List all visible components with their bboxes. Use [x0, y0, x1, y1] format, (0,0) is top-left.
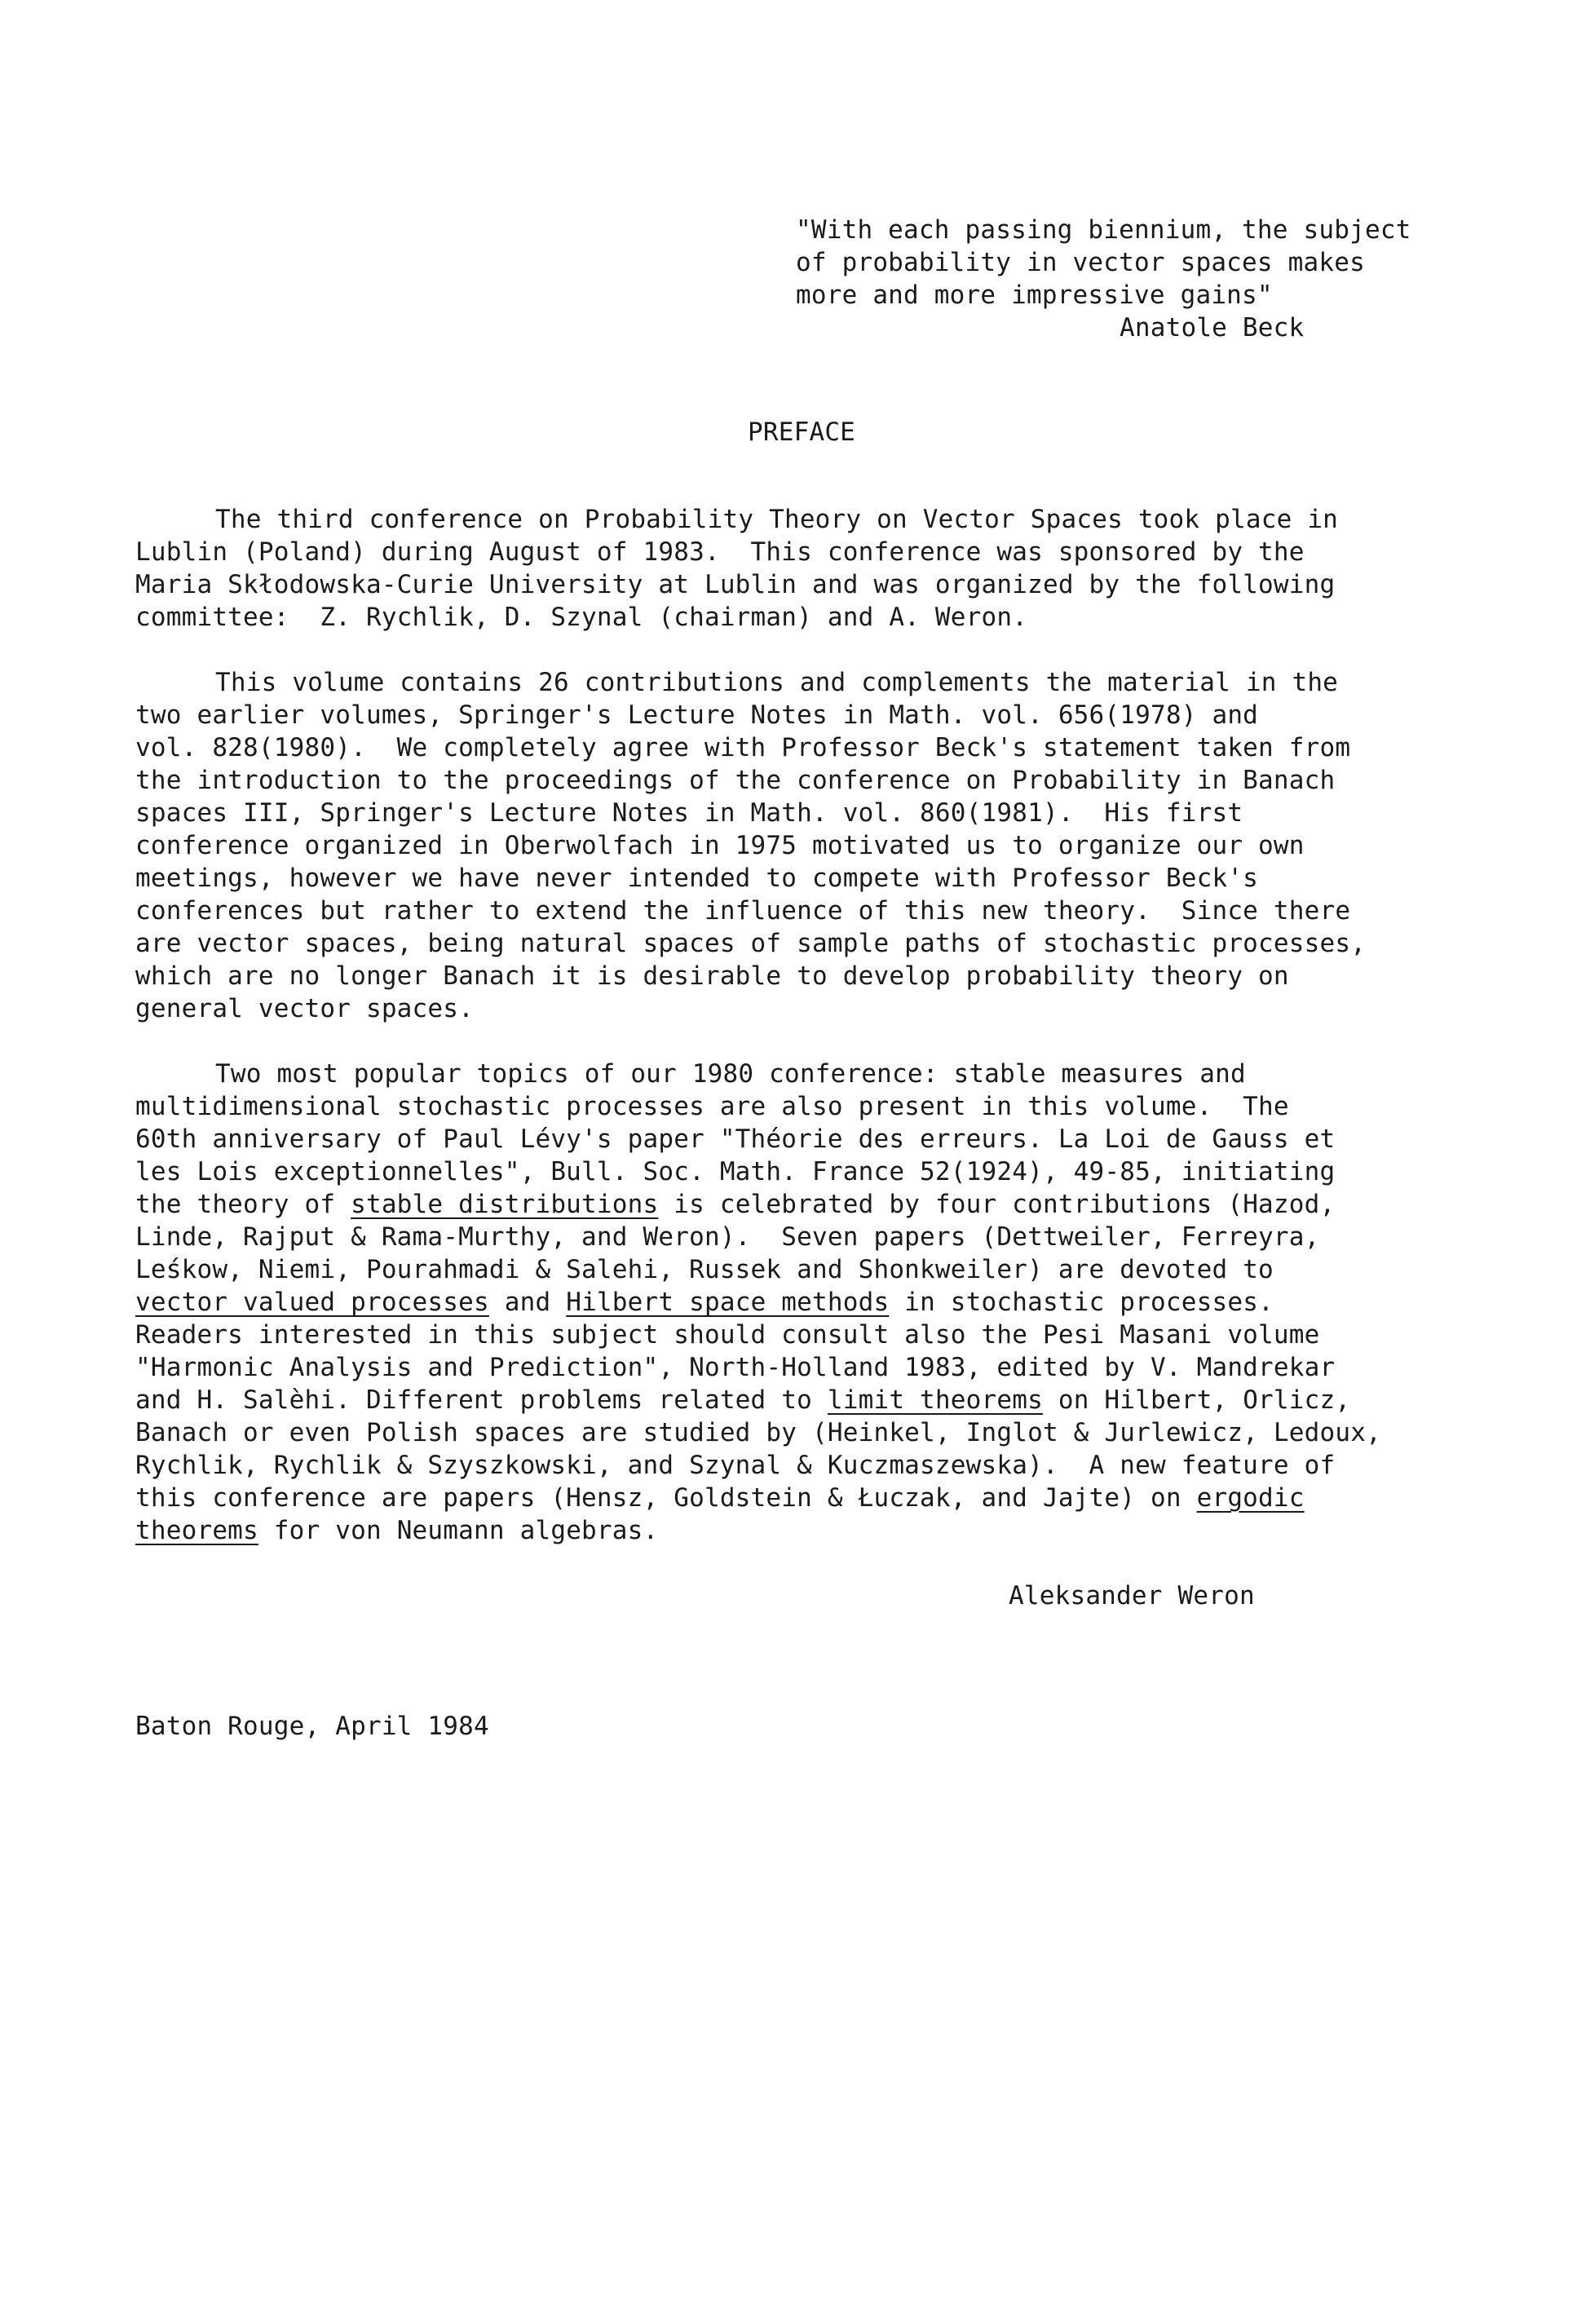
paragraph-line — [135, 1286, 1274, 1319]
paragraph-line: conferences but rather to extend the influence of this new theory. Since there — [135, 896, 1351, 926]
paragraph-line: Maria Skłodowska-Curie University at Lublin and was organized by the following — [135, 570, 1336, 599]
underlined-term: theorems — [135, 1516, 258, 1545]
paragraph-line: "Harmonic Analysis and Prediction", North-Holland 1983, edited by V. Mandrekar — [135, 1353, 1336, 1382]
paragraph-line: Readers interested in this subject should consult also the Pesi Masani volume — [135, 1320, 1320, 1350]
epigraph-line: more and more impressive gains" — [796, 281, 1273, 310]
paragraph-line: 60th anniversary of Paul Lévy's paper "Théorie des erreurs. La Loi de Gauss et — [135, 1124, 1336, 1154]
paragraph-line: The third conference on Probability Theory on Vector Spaces took place in — [215, 505, 1339, 534]
paragraph-line: Two most popular topics of our 1980 conference: stable measures and — [215, 1059, 1246, 1089]
underlined-term: ergodic — [1196, 1483, 1305, 1513]
paragraph-line: are vector spaces, being natural spaces of sample paths of stochastic processes, — [135, 929, 1367, 958]
paragraph-line — [135, 1188, 1335, 1221]
text-run: this conference are papers (Hensz, Goldstein & Łuczak, and Jajte) on — [135, 1483, 1197, 1513]
epigraph-line: "With each passing biennium, the subject — [796, 215, 1411, 245]
paragraph-line: Leśkow, Niemi, Pourahmadi & Salehi, Russek and Shonkweiler) are devoted to — [135, 1255, 1274, 1284]
paragraph-line — [135, 1514, 658, 1547]
paragraph-line: This volume contains 26 contributions and complements the material in the — [215, 668, 1339, 697]
text-run: for von Neumann algebras. — [258, 1516, 659, 1545]
epigraph-line: of probability in vector spaces makes — [796, 248, 1365, 277]
paragraph-line — [135, 1384, 1350, 1416]
paragraph-line: les Lois exceptionnelles", Bull. Soc. Math. France 52(1924), 49-85, initiating — [135, 1157, 1336, 1186]
paragraph-line: two earlier volumes, Springer's Lecture Notes in Math. vol. 656(1978) and — [135, 700, 1259, 730]
paragraph-line — [135, 1482, 1305, 1514]
author-signature: Aleksander Weron — [1009, 1581, 1255, 1610]
text-run: and H. Salèhi. Different problems related to — [135, 1385, 828, 1415]
paragraph-line: multidimensional stochastic processes are also present in this volume. The — [135, 1092, 1289, 1121]
underlined-term: Hilbert space methods — [566, 1288, 890, 1317]
underlined-term: limit theorems — [827, 1385, 1043, 1415]
paragraph-line: vol. 828(1980). We completely agree with Professor Beck's statement taken from — [135, 733, 1351, 762]
paragraph-line: Lublin (Poland) during August of 1983. This conference was sponsored by the — [135, 537, 1305, 567]
paragraph-line: committee: Z. Rychlik, D. Szynal (chairman) and A. Weron. — [135, 603, 1028, 632]
page-title: PREFACE — [748, 418, 856, 447]
text-run: the theory of — [135, 1190, 351, 1219]
paragraph-line: spaces III, Springer's Lecture Notes in Math. vol. 860(1981). His first — [135, 798, 1243, 828]
epigraph-author: Anatole Beck — [1120, 313, 1305, 342]
text-run: on Hilbert, Orlicz, — [1042, 1385, 1351, 1415]
paragraph-line: which are no longer Banach it is desirable to develop probability theory on — [135, 961, 1289, 991]
text-run: is celebrated by four contributions (Hazod, — [658, 1190, 1336, 1219]
paragraph-line: conference organized in Oberwolfach in 1975 motivated us to organize our own — [135, 831, 1305, 860]
paragraph-line: Linde, Rajput & Rama-Murthy, and Weron). Seven papers (Dettweiler, Ferreyra, — [135, 1222, 1320, 1252]
paragraph-line: Banach or even Polish spaces are studied by (Heinkel, Inglot & Jurlewicz, Ledoux, — [135, 1418, 1381, 1447]
text-run: and — [488, 1288, 567, 1317]
place-date: Baton Rouge, April 1984 — [135, 1712, 489, 1741]
text-run: in stochastic processes. — [889, 1288, 1274, 1317]
paragraph-line: general vector spaces. — [135, 994, 474, 1023]
paragraph-line: the introduction to the proceedings of the conference on Probability in Banach — [135, 766, 1336, 795]
paragraph-line: meetings, however we have never intended to compete with Professor Beck's — [135, 864, 1259, 893]
underlined-term: stable distributions — [351, 1190, 659, 1219]
underlined-term: vector valued processes — [135, 1288, 489, 1317]
paragraph-line: Rychlik, Rychlik & Szyszkowski, and Szynal & Kuczmaszewska). A new feature of — [135, 1451, 1336, 1480]
